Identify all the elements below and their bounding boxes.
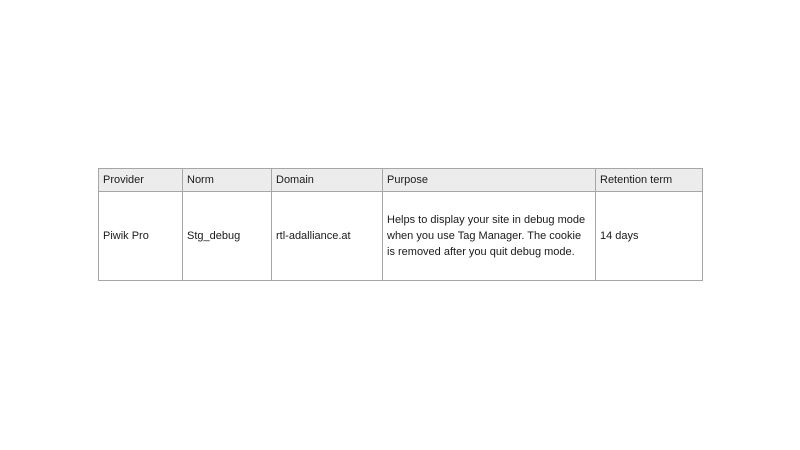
- header-provider: Provider: [99, 169, 183, 192]
- header-domain: Domain: [272, 169, 383, 192]
- cell-provider: Piwik Pro: [99, 192, 183, 281]
- cell-purpose: Helps to display your site in debug mode when you use Tag Manager. The cookie is removed after you quit debug mode.: [383, 192, 596, 281]
- cell-retention-term: 14 days: [596, 192, 703, 281]
- header-purpose: Purpose: [383, 169, 596, 192]
- table-header: [99, 169, 703, 192]
- header-norm: Norm: [183, 169, 272, 192]
- table-body: [99, 192, 703, 281]
- cell-domain: rtl-adalliance.at: [272, 192, 383, 281]
- table-row: [99, 192, 703, 281]
- header-retention-term: Retention term: [596, 169, 703, 192]
- header-row: [99, 169, 703, 192]
- cookie-table: [98, 168, 703, 281]
- cell-norm: Stg_debug: [183, 192, 272, 281]
